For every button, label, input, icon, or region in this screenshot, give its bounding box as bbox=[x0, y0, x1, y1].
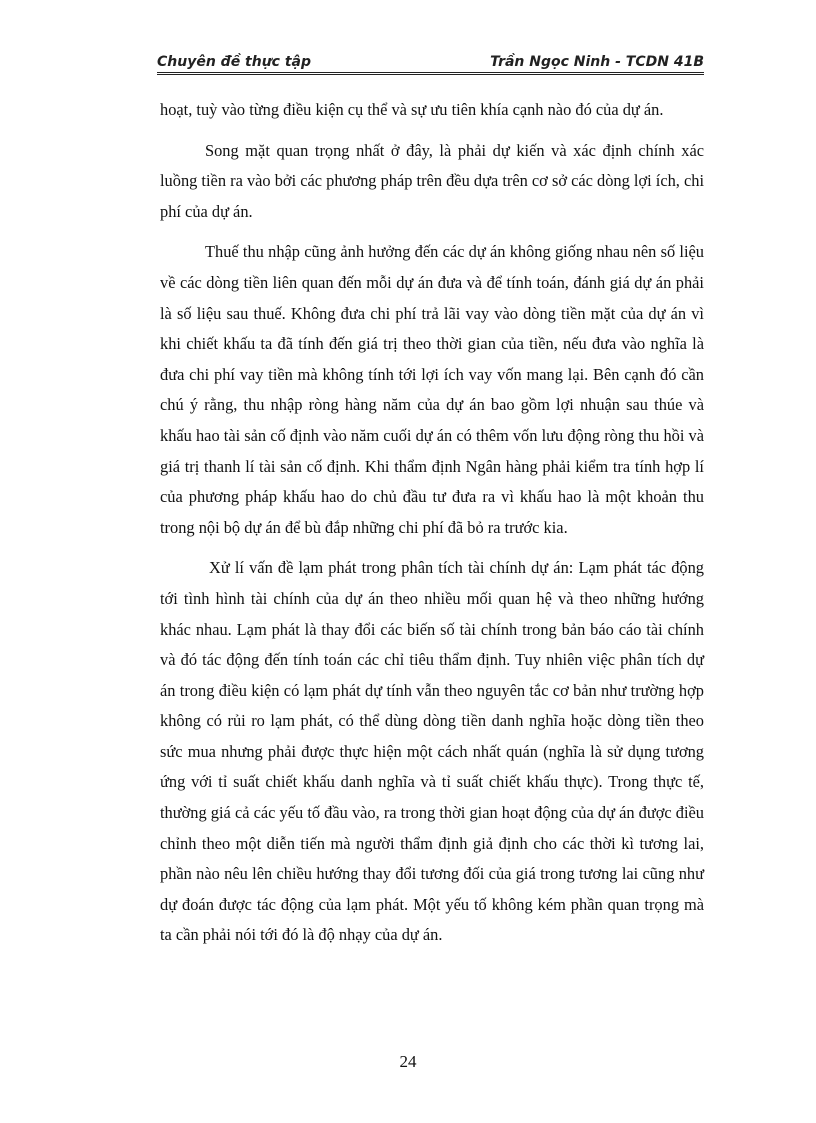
body-text bbox=[160, 95, 704, 961]
header-left-title: Chuyên đề thực tập bbox=[157, 54, 312, 70]
paragraph-1: hoạt, tuỳ vào từng điều kiện cụ thể và sự ưu tiên khía cạnh nào đó của dự án. bbox=[160, 100, 664, 119]
page-header bbox=[157, 44, 704, 75]
header-right-author: Trần Ngọc Ninh - TCDN 41B bbox=[490, 54, 704, 70]
paragraph-4: Xử lí vấn đề lạm phát trong phân tích tài chính dự án: Lạm phát tác động tới tình hình tài chính của dự án theo nhiều mối quan hệ và theo những hướng khác nhau. Lạm phát là thay đổi các biến số tài chính trong bản báo cáo tài chính và đó tác động đến tính toán các chỉ tiêu thẩm định. Tuy nhiên việc phân tích dự án trong điều kiện có lạm phát dự tính vẫn theo nguyên tắc cơ bản như trường hợp không có rủi ro lạm phát, có thể dùng dòng tiền danh nghĩa hoặc dòng tiền theo sức mua nhưng phải được thực hiện một cách nhất quán (nghĩa là sử dụng tương ứng với tỉ suất chiết khấu danh nghĩa và tỉ suất chiết khấu thực). Trong thực tế, thường giá cả các yếu tố đầu vào, ra trong thời gian hoạt động của dự án được điều chỉnh theo một diễn tiến mà người thẩm định giả định cho các thời kì tương lai, phần nào nêu lên chiều hướng thay đổi tương đối của giá trong tương lai cũng như dự đoán được tác động của lạm phát. Một yếu tố không kém phần quan trọng mà ta cần phải nói tới đó là độ nhạy của dự án. bbox=[160, 558, 704, 945]
paragraph-3: Thuế thu nhập cũng ảnh hưởng đến các dự án không giống nhau nên số liệu về các dòng tiền liên quan đến mỗi dự án đưa và để tính toán, đánh giá dự án phải là số liệu sau thuế. Không đưa chi phí trả lãi vay vào dòng tiền mặt của dự án vì khi chiết khấu ta đã tính đến giá trị theo thời gian của tiền, nếu đưa vào nghĩa là đưa chi phí vay tiền mà không tính tới lợi ích vay vốn mang lại. Bên cạnh đó cần chú ý rằng, thu nhập ròng hàng năm của dự án bao gồm lợi nhuận sau thúe và khấu hao tài sản cố định vào năm cuối dự án có thêm vốn lưu động ròng thu hồi và giá trị thanh lí tài sản cố định. Khi thẩm định Ngân hàng phải kiểm tra tính hợp lí của phương pháp khấu hao do chủ đầu tư đưa ra vì khấu hao là một khoản thu trong nội bộ dự án để bù đắp những chi phí đã bỏ ra trước kia. bbox=[160, 242, 704, 537]
page-number: 24 bbox=[399, 1052, 417, 1071]
paragraph-2: Song mặt quan trọng nhất ở đây, là phải dự kiến và xác định chính xác luồng tiền ra vào bởi các phương pháp trên đều dựa trên cơ sở các dòng lợi ích, chi phí của dự án. bbox=[160, 140, 705, 221]
